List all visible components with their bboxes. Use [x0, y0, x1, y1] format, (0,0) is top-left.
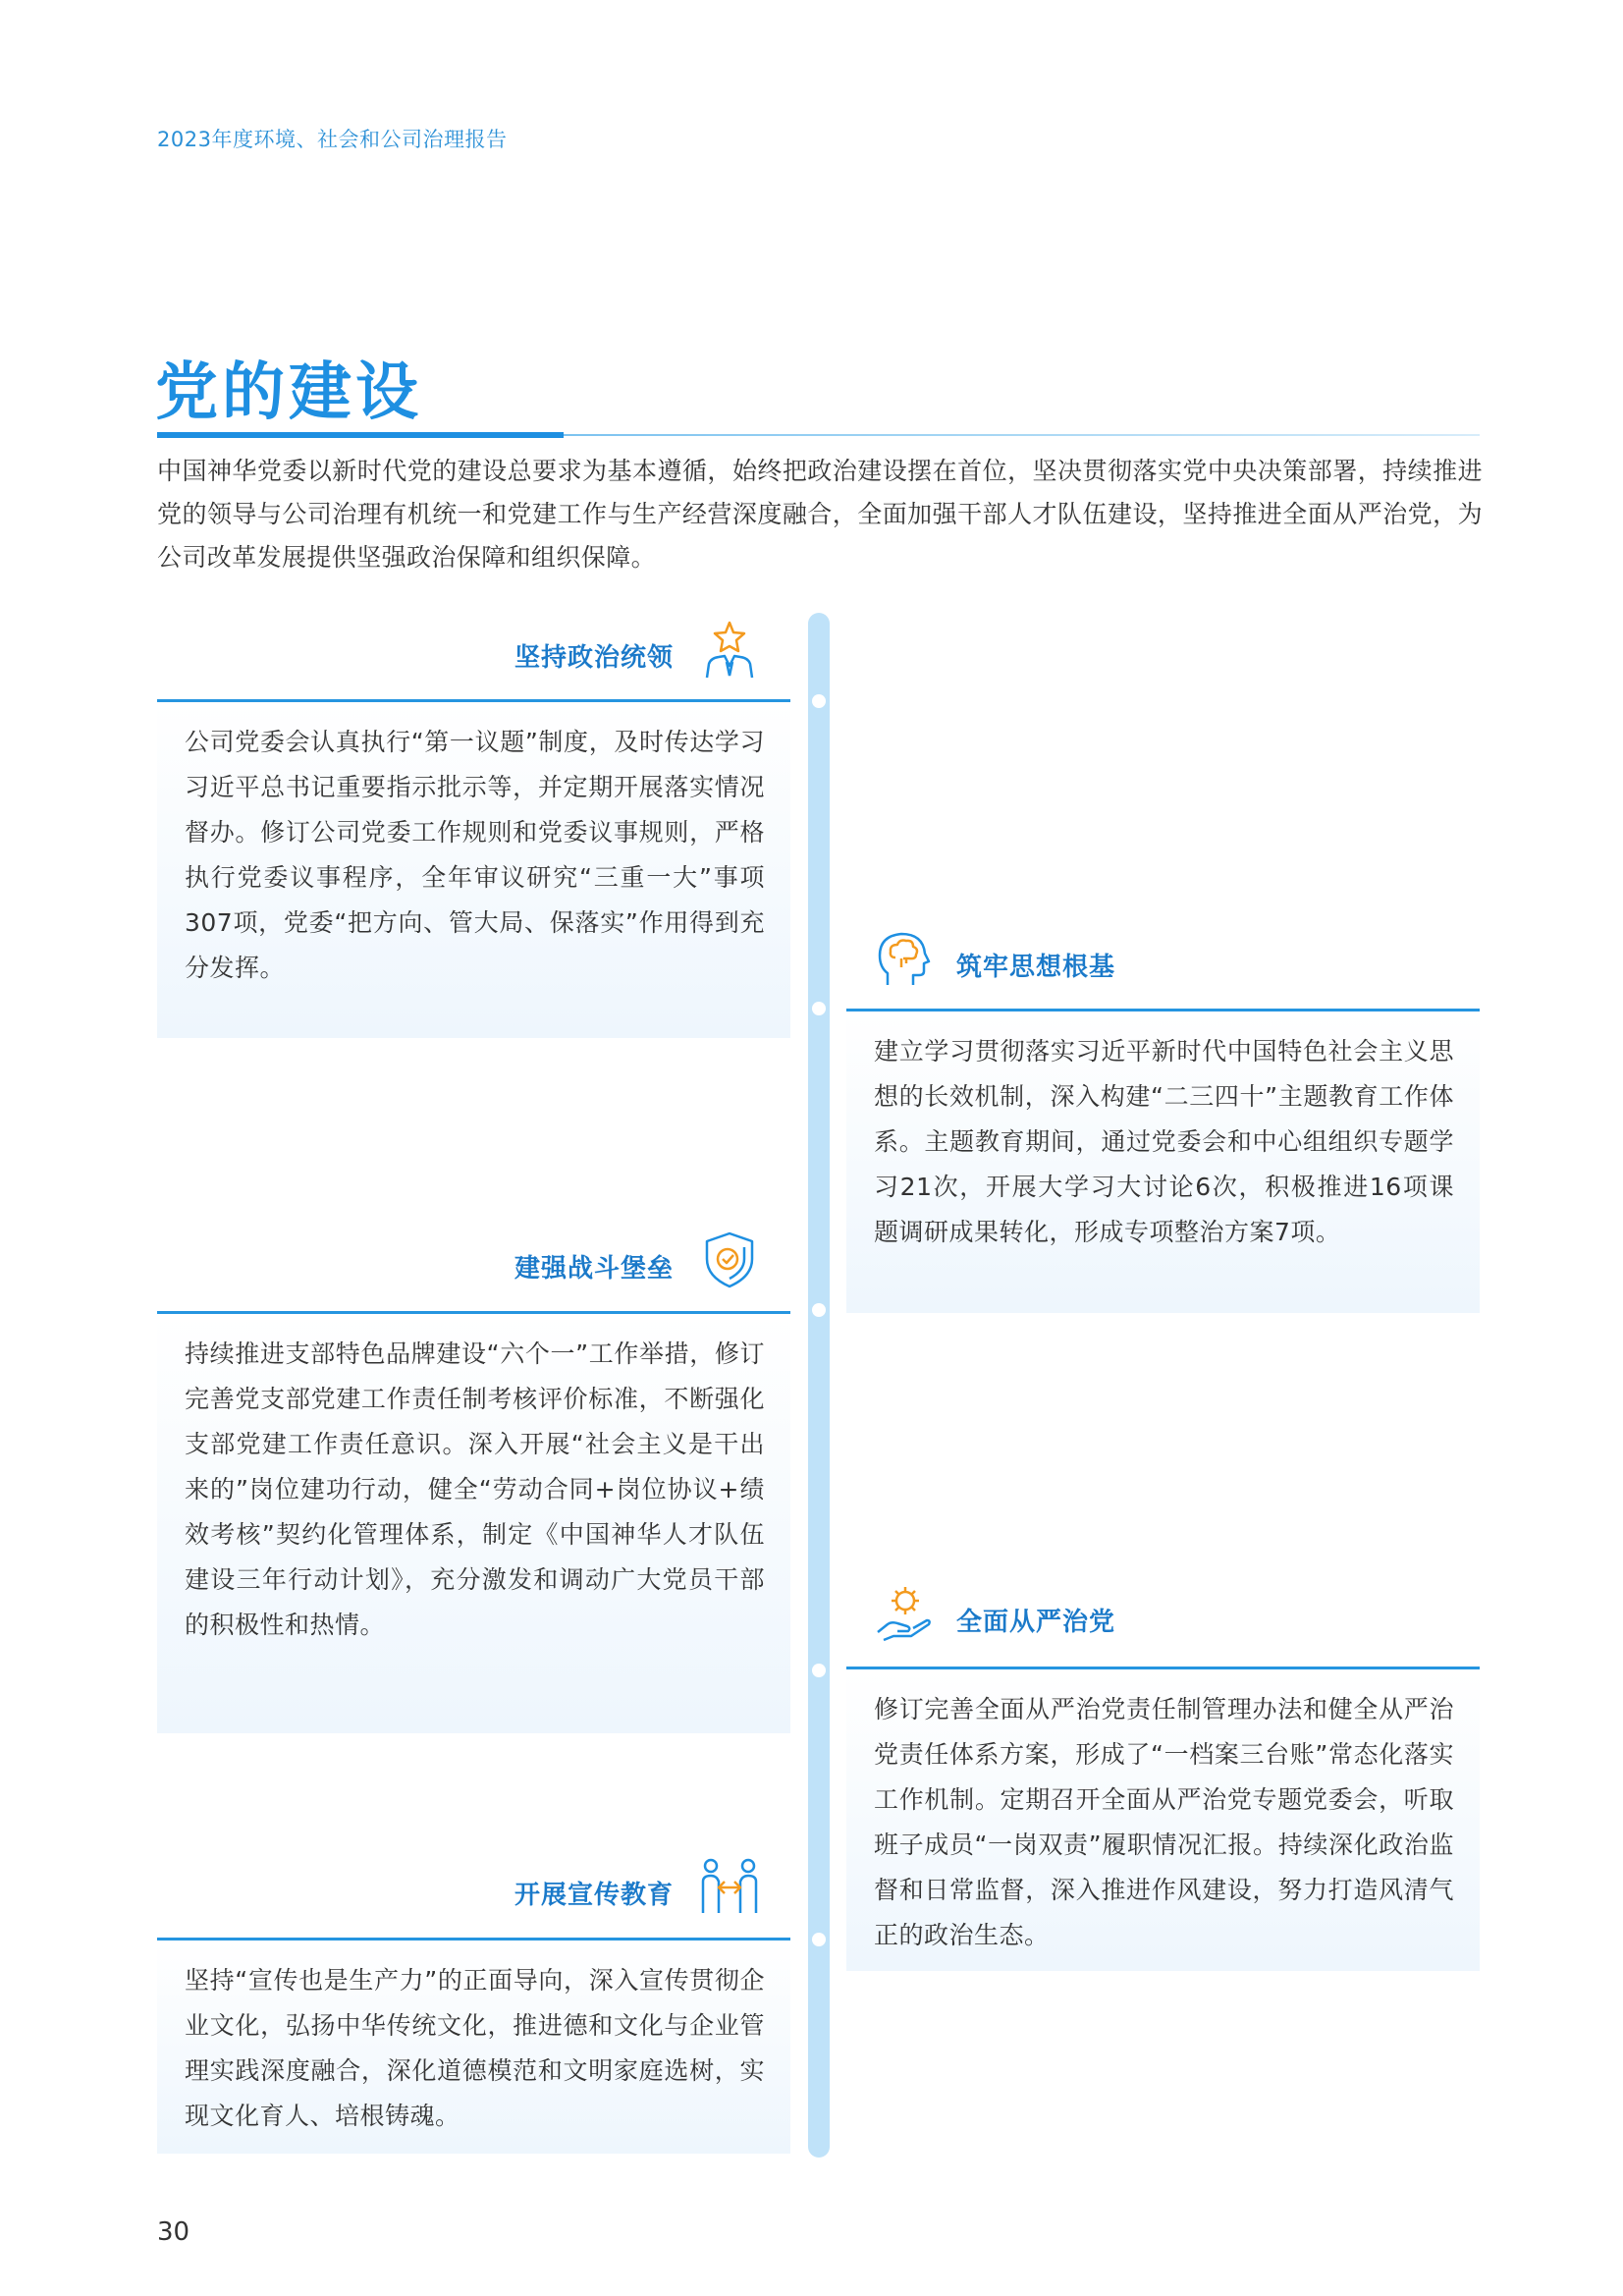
section-text: 坚持“宣传也是生产力”的正面导向，深入宣传贯彻企业文化，弘扬中华传统文化，推进德和文化与企业管理实践深度融合，深化道德模范和文明家庭选树，实现文化育人、培根铸魂。 [185, 1966, 765, 2130]
timeline-dot [812, 1933, 826, 1946]
section-card-fortress [157, 1311, 790, 1733]
head-brain-icon [874, 928, 935, 989]
page-number: 30 [157, 2217, 190, 2247]
hand-gear-icon [874, 1583, 935, 1644]
section-head-discipline [874, 1583, 1115, 1644]
report-header: 2023年度环境、社会和公司治理报告 [157, 128, 508, 151]
timeline-dot [812, 1002, 826, 1015]
timeline-dot [812, 1303, 826, 1317]
shield-check-icon [699, 1230, 760, 1290]
timeline-bar [808, 613, 830, 2158]
section-head-political [514, 619, 760, 680]
timeline-dot [812, 694, 826, 708]
section-head-ideology [874, 928, 1115, 989]
section-card-political [157, 699, 790, 1038]
section-head-publicity [514, 1856, 760, 1917]
section-card-ideology [846, 1009, 1480, 1313]
section-text: 持续推进支部特色品牌建设“六个一”工作举措，修订完善党支部党建工作责任制考核评价标准，不断强化支部党建工作责任意识。深入开展“社会主义是干出来的”岗位建功行动，健全“劳动合同+岗位协议+绩效考核”契约化管理体系，制定《中国神华人才队伍建设三年行动计划》，充分激发和调动广大党员干部的积极性和热情。 [185, 1339, 765, 1639]
section-title: 坚持政治统领 [514, 643, 675, 673]
timeline-dot [812, 1664, 826, 1677]
section-title: 建强战斗堡垒 [514, 1254, 675, 1284]
section-card-discipline [846, 1667, 1480, 1971]
section-text: 公司党委会认真执行“第一议题”制度，及时传达学习习近平总书记重要指示批示等，并定期开展落实情况督办。修订公司党委工作规则和党委议事规则，严格执行党委议事程序，全年审议研究“三重一大”事项307项，党委“把方向、管大局、保落实”作用得到充分发挥。 [185, 728, 765, 982]
section-title: 全面从严治党 [956, 1608, 1116, 1637]
title-underline [157, 432, 564, 438]
page-title: 党的建设 [155, 356, 422, 429]
section-text: 修订完善全面从严治党责任制管理办法和健全从严治党责任体系方案，形成了“一档案三台账”常态化落实工作机制。定期召开全面从严治党专题党委会，听取班子成员“一岗双责”履职情况汇报。持续深化政治监督和日常监督，深入推进作风建设，努力打造风清气正的政治生态。 [874, 1695, 1454, 1949]
section-card-publicity [157, 1938, 790, 2154]
section-title: 筑牢思想根基 [956, 953, 1116, 982]
section-text: 建立学习贯彻落实习近平新时代中国特色社会主义思想的长效机制，深入构建“二三四十”主题教育工作体系。主题教育期间，通过党委会和中心组组织专题学习21次，开展大学习大讨论6次，积极推进16项课题调研成果转化，形成专项整治方案7项。 [874, 1037, 1454, 1246]
people-exchange-icon [699, 1856, 760, 1917]
intro-paragraph: 中国神华党委以新时代党的建设总要求为基本遵循，始终把政治建设摆在首位，坚决贯彻落实党中央决策部署，持续推进党的领导与公司治理有机统一和党建工作与生产经营深度融合，全面加强干部人才队伍建设，坚持推进全面从严治党，为公司改革发展提供坚强政治保障和组织保障。 [157, 457, 1483, 572]
title-divider [564, 434, 1480, 436]
section-title: 开展宣传教育 [514, 1881, 675, 1910]
star-person-icon [699, 619, 760, 680]
section-head-fortress [514, 1230, 760, 1290]
